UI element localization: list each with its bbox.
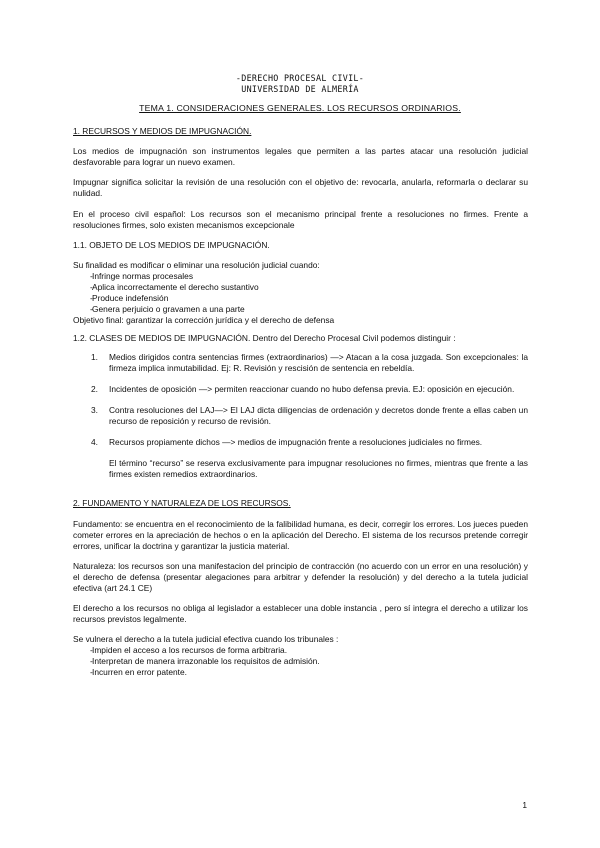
section-1-1-title: 1.1. OBJETO DE LOS MEDIOS DE IMPUGNACIÓN. (73, 240, 270, 250)
section-2-intro: Se vulnera el derecho a la tutela judicial efectiva cuando los tribunales : (73, 634, 339, 644)
list-item: - Infringe normas procesales (73, 271, 528, 282)
section-1-1-body (73, 260, 528, 326)
section-1-2-note: El término “recurso” se reserva exclusivamente para impugnar resoluciones no firmes, mientras que frente a las firmes existen remedios extraordinarios. (109, 458, 528, 479)
section-2-list-block (73, 634, 528, 678)
section-1-1-final: Objetivo final: garantizar la corrección jurídica y el derecho de defensa (73, 315, 335, 325)
item-text: Medios dirigidos contra sentencias firmes (extraordinarios) —> Atacan a la cosa juzgada. Son excepcionales: la firmeza implica inmutabilidad. Ej: R. Revisión y rescisión de sentencia en rebeldía. (109, 352, 528, 373)
section-1-2-title-rest: Dentro del Derecho Procesal Civil podemos distinguir : (250, 333, 456, 343)
item-text: Recursos propiamente dichos —> medios de impugnación frente a resoluciones judiciales no firmes. (109, 437, 483, 447)
list-item: - Genera perjuicio o gravamen a una parte (73, 304, 528, 315)
section-2-list (73, 645, 528, 678)
list-item (73, 384, 528, 395)
section-1-paragraph-2: Impugnar significa solicitar la revisión de una resolución con el objetivo de: revocarla, anularla, reformarla o declarar su nulidad. (73, 177, 528, 198)
list-item: - Aplica incorrectamente el derecho sustantivo (73, 282, 528, 293)
section-2-title: 2. FUNDAMENTO Y NATURALEZA DE LOS RECURSOS. (73, 498, 291, 508)
course-title: -DERECHO PROCESAL CIVIL- (235, 73, 365, 83)
section-1-paragraph-3: En el proceso civil español: Los recursos son el mecanismo principal frente a resoluciones no firmes. Frente a resoluciones firmes, solo existen mecanismos excepcionale (73, 209, 528, 230)
section-2-paragraph-3: El derecho a los recursos no obliga al legislador a establecer una doble instancia , pero sí integra el derecho a utilizar los recursos previstos legalmente. (73, 603, 528, 624)
list-item: - Impiden el acceso a los recursos de forma arbitraria. (73, 645, 528, 656)
list-item (73, 352, 528, 374)
list-item: - Incurren en error patente. (73, 667, 528, 678)
item-number: 4. (91, 437, 98, 447)
item-text: Contra resoluciones del LAJ—> El LAJ dicta diligencias de ordenación y decretos donde frente a ellas caben un recurso de reposición y recurso de revisión. (109, 405, 528, 426)
section-1-1-list (73, 271, 528, 315)
item-number: 1. (91, 352, 98, 362)
university-name: UNIVERSIDAD DE ALMERÍA (241, 84, 359, 94)
section-2-paragraph-1: Fundamento: se encuentra en el reconocimiento de la falibilidad humana, es decir, corregir los errores. Los jueces pueden cometer errores en la apreciación de hechos o en la aplicación del Derecho. El sistema de los recursos pretende corregir errores, unificar la doctrina y garantizar la justicia material. (73, 519, 528, 551)
item-text: Incidentes de oposición —> permiten reaccionar cuando no hubo defensa previa. EJ: oposición en ejecución. (109, 384, 515, 394)
list-item (73, 437, 528, 448)
list-item: - Interpretan de manera irrazonable los requisitos de admisión. (73, 656, 528, 667)
section-1-1-intro: Su finalidad es modificar o eliminar una resolución judicial cuando: (73, 260, 320, 270)
list-item (73, 405, 528, 427)
section-1-paragraph-1: Los medios de impugnación son instrumentos legales que permiten a las partes atacar una resolución judicial desfavorable para lograr un nuevo examen. (73, 146, 528, 167)
section-2-paragraph-2: Naturaleza: los recursos son una manifestacion del principio de contracción (no acuerdo con un error en una resolución) y el derecho de defensa (presentar alegaciones para arbitrar y defender la resolución) y del derecho a la tutela judicial efectiva (art 24.1 CE) (73, 561, 528, 593)
section-1-2-list (73, 352, 528, 448)
section-1-2-body (73, 352, 528, 480)
theme-title: TEMA 1. CONSIDERACIONES GENERALES. LOS RECURSOS ORDINARIOS. (139, 103, 461, 113)
list-item: - Produce indefensión (73, 293, 528, 304)
item-number: 2. (91, 384, 98, 394)
section-1-2-title: 1.2. CLASES DE MEDIOS DE IMPUGNACIÓN. (73, 333, 251, 343)
section-1-2-heading (73, 333, 528, 344)
section-1-title: 1. RECURSOS Y MEDIOS DE IMPUGNACIÓN. (73, 126, 252, 136)
page-number: 1 (522, 800, 527, 810)
item-number: 3. (91, 405, 98, 415)
